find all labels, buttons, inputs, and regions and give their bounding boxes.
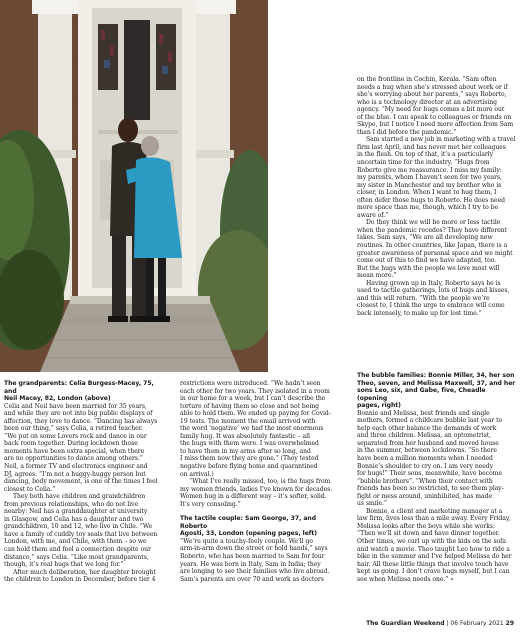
publication-name: The Guardian Weekend [366,620,445,627]
article-column-2 [180,380,343,583]
paragraph: restrictions were introduced. “We hadn’t seen each other for two years. They isolated in a room in our home for a week, but I can’t describe the torture of having them so close and not being able to hold them. We ended up paying for Covid- 19 tests. The moment the email arrived with the word ‘negative’ we had the most enormous family hug. It was absolutely fantastic – all the hugs with them were. I was overwhelmed to have them in my arms after so long, and I miss them now they are gone.” (They tested negative before flying home and quarantined on arrival.) [180,380,331,478]
article-column-3 [357,372,517,583]
paragraph: Bonnie and Melissa, best friends and single mothers, formed a childcare bubble last year to help each other balance the demands of work and three children. Melissa, an optometrist, separated from her husband and moved house in the summer, between lockdowns. “So there have been a million moments when I needed Bonnie’s shoulder to cry on. I am very needy for hugs!” Their sons, meanwhile, have become “bubble brothers”. “When their contact with friends has been so restricted, to see them play- fight or mess around, uninhibited, has made us smile.” [357,409,504,508]
couple-photo [0,0,268,372]
paragraph: Having grown up in Italy, Roberto says he is used to tactile gatherings, lots of hugs and kisses, and this will return. “With the people we’re closest to, I think the urge to embrace will come back intensely, to make up for lost time.” [357,279,510,317]
paragraph: Bonnie, a client and marketing manager at a law firm, lives less than a mile away. Every Friday, Melissa looks after the boys while she works: “Then we’ll sit down and have dinner together. Other times, we curl up with the kids on the sofa and watch a movie. Theo taught Leo how to ride a bike in the summer and I’ve helped Melissa do her hair. All these little things that involve touch have kept us going. I don’t crave hugs myself, but I can see when Melissa needs one.” » [357,507,512,583]
paragraph: “We’re quite a touchy-feely couple. We’ll go arm-in-arm down the street or hold hands,” says Roberto, who has been married to Sam for four years. He was born in Italy, Sam in India; they are longing to see their families who live abroad. Sam’s parents are over 70 and work as doctors [180,537,330,583]
paragraph: After much deliberation, her daughter brought the children to London in December, before tier 4 [4,568,156,584]
section-heading: The tactile couple: Sam George, 37, and Roberto Agosti, 33, London (opening pages, left) [180,515,317,538]
couple-illustration [0,0,268,372]
paragraph: They both have children and grandchildren from previous relationships, who do not live nearby: Neil has a granddaughter at university in Glasgow, and Celia has a daughter and two grandchildren, 10 and 12, who live in Chile. “We have a family of cuddly toy seals that live between London, with me, and Chile, with them – so we can hold them and feel a connection despite our distance,” says Celia. “Like most grandparents, though, it’s real hugs that we long for.” [4,493,158,569]
paragraph: Sam started a new job in marketing with a travel firm last April, and has never met her colleagues in the flesh. On top of that, it’s a particularly uncertain time for the industry. “Hugs from Roberto give me reassurance. I miss my family: my parents, whom I haven’t seen for two years, my sister in Manchester and my brother who is closer, in London. When I want to hug them, I often defer those hugs to Roberto. He does need more space than me, though, which I try to be aware of.” [357,136,516,219]
section-heading: The grandparents: Celia Burgess-Macey, 75, and Neil Macey, 82, London (above) [4,380,154,403]
page-number: 29 [505,620,514,627]
section-heading: The bubble families: Bonnie Miller, 34, her son Theo, seven, and Melissa Maxwell, 37, and her sons Leo, six, and Gabe, five, Cheadle (opening pages, right) [357,372,516,410]
paragraph: on the frontline in Cochin, Kerala. “Sam often needs a hug when she’s stressed about work or if she’s worrying about her parents,” says Roberto, who is a technology director at an advertising agency. “My need for hugs comes a bit more out of the blue. I can speak to colleagues or friends on Skype, but I notice I need more affection from Sam than I did before the pandemic.” [357,76,514,136]
issue-date: 06 February 2021 [450,620,504,627]
article-column-1 [4,380,162,584]
page-footer [366,620,514,627]
paragraph: Celia and Neil have been married for 35 years, and while they are not into big public displays of affection, they love to dance. “Dancing has always been our thing,” says Celia, a retired teacher. “We put on some Lovers rock and dance in our back room together. During lockdown those moments have been extra special, when there are no opportunities to dance among others.” Neil, a former TV and electronics engineer and DJ, agrees: “I’m not a huggy-huggy person but dancing, body movement, is one of the times I feel closest to Celia.” [4,402,158,493]
article-column-right-top [357,76,517,318]
footer-separator: | [444,620,451,627]
paragraph: Do they think we will be more or less tactile when the pandemic recedes? They have different takes. Sam says, “We are all developing new routines. In other countries, like Japan, there is a greater awareness of personal space and we might come out of this to find we have adapted, too. But the hugs with the people we love most will mean more.” [357,219,513,280]
paragraph: “What I’ve really missed, too, is the hugs from my women friends, ladies I’ve known for decades. Women hug in a different way – it’s softer, solid. It’s very consoling.” [180,478,333,508]
